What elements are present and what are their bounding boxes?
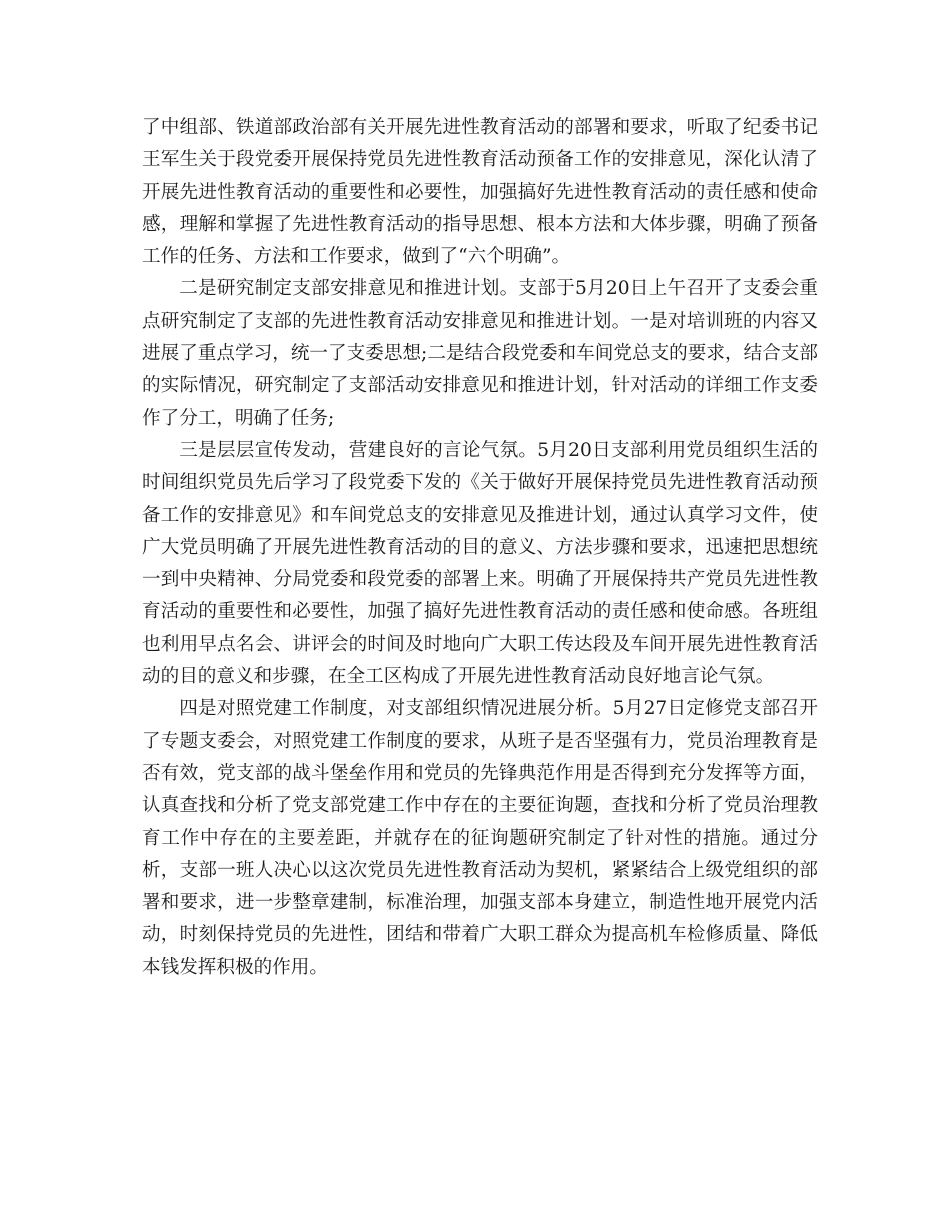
paragraph-3: 三是层层宣传发动，营建良好的言论气氛。5月20日支部利用党员组织生活的时间组织党员先后学习了段党委下发的《关于做好开展保持党员先进性教育活动预备工作的安排意见》和车间党总支的安排意见及推进计划，通过认真学习文件，使广大党员明确了开展先进性教育活动的目的意义、方法步骤和要求，迅速把思想统一到中央精神、分局党委和段党委的部署上来。明确了开展保持共产党员先进性教育活动的重要性和必要性，加强了搞好先进性教育活动的责任感和使命感。各班组也利用早点名会、讲评会的时间及时地向广大职工传达段及车间开展先进性教育活动的目的意义和步骤，在全工区构成了开展先进性教育活动良好地言论气氛。: [142, 439, 818, 688]
document-body: [142, 112, 818, 984]
paragraph-4: 四是对照党建工作制度，对支部组织情况进展分析。5月27日定修党支部召开了专题支委会，对照党建工作制度的要求，从班子是否坚强有力，党员治理教育是否有效，党支部的战斗堡垒作用和党员的先锋典范作用是否得到充分发挥等方面，认真查找和分析了党支部党建工作中存在的主要征询题，查找和分析了党员治理教育工作中存在的主要差距，并就存在的征询题研究制定了针对性的措施。通过分析，支部一班人决心以这次党员先进性教育活动为契机，紧紧结合上级党组织的部署和要求，进一步整章建制，标准治理，加强支部本身建立，制造性地开展党内活动，时刻保持党员的先进性，团结和带着广大职工群众为提高机车检修质量、降低本钱发挥积极的作用。: [142, 698, 818, 978]
paragraph-2: 二是研究制定支部安排意见和推进计划。支部于5月20日上午召开了支委会重点研究制定了支部的先进性教育活动安排意见和推进计划。一是对培训班的内容又进展了重点学习，统一了支委思想;二是结合段党委和车间党总支的要求，结合支部的实际情况，研究制定了支部活动安排意见和推进计划，针对活动的详细工作支委作了分工，明确了任务;: [142, 278, 818, 429]
paragraph-1: 了中组部、铁道部政治部有关开展先进性教育活动的部署和要求，听取了纪委书记王军生关于段党委开展保持党员先进性教育活动预备工作的安排意见，深化认清了开展先进性教育活动的重要性和必要性，加强搞好先进性教育活动的责任感和使命感，理解和掌握了先进性教育活动的指导思想、根本方法和大体步骤，明确了预备工作的任务、方法和工作要求，做到了“六个明确”。: [142, 117, 818, 268]
